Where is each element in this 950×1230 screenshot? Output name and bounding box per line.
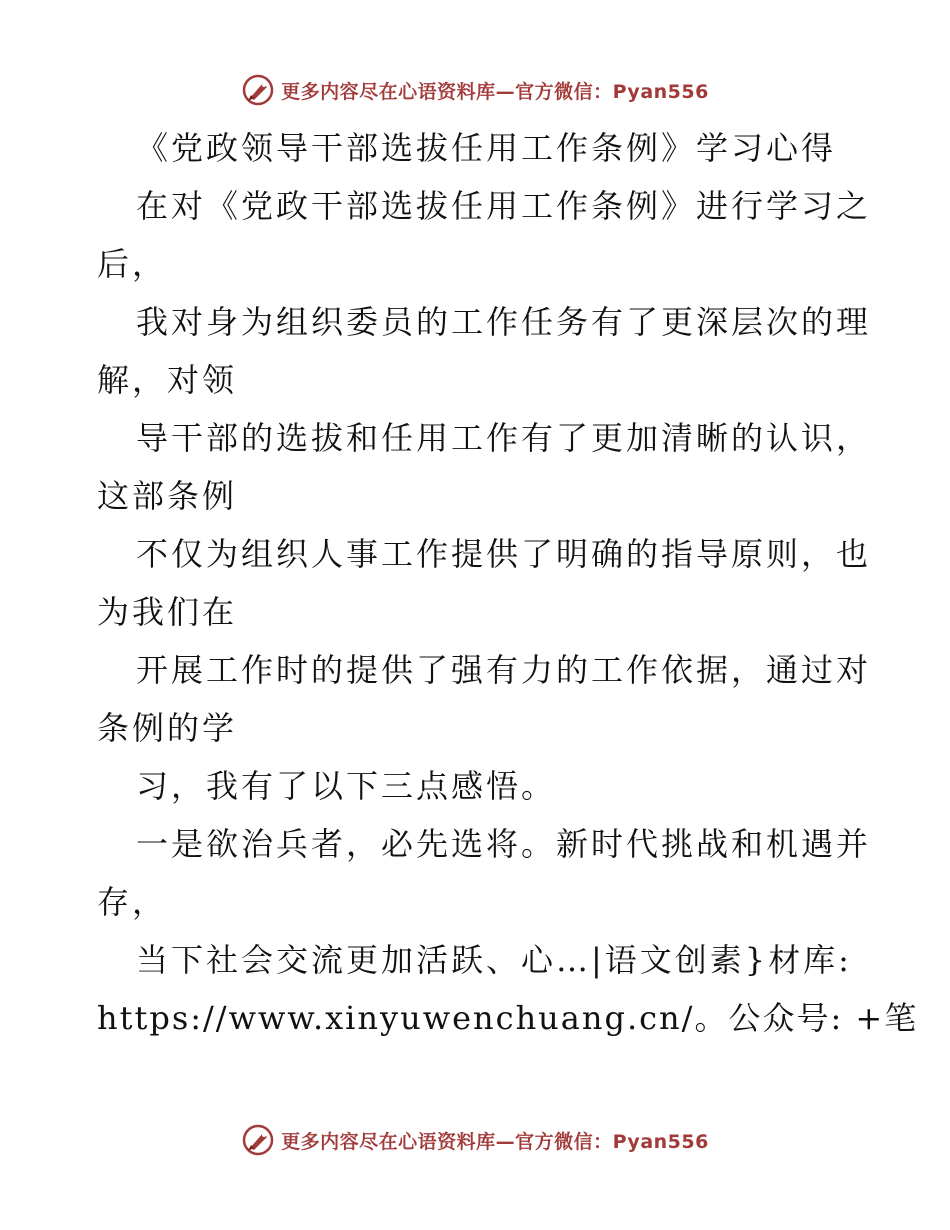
- paragraph-line: 后，: [97, 245, 168, 283]
- paragraph-line: 导干部的选拔和任用工作有了更加清晰的认识，: [136, 419, 872, 457]
- paragraph-line: 存，: [97, 883, 168, 921]
- paragraph-line: 这部条例: [97, 477, 238, 515]
- header-watermark-banner: [0, 70, 950, 110]
- document-title: 《党政领导干部选拔任用工作条例》学习心得: [136, 129, 837, 167]
- paragraph-line: 在对《党政干部选拔任用工作条例》进行学习之: [136, 187, 872, 225]
- pen-nib-logo-icon: [241, 73, 275, 107]
- watermark-text: 更多内容尽在心语资料库—官方微信：Pyan556: [281, 80, 709, 103]
- paragraph-line: 当下社会交流更加活跃、心…|语文创素}材库:: [136, 941, 852, 979]
- paragraph-line: 我对身为组织委员的工作任务有了更深层次的理: [136, 303, 872, 341]
- paragraph-line: 条例的学: [97, 709, 238, 747]
- paragraph-line: 习，我有了以下三点感悟。: [136, 767, 557, 805]
- paragraph-line: 一是欲治兵者，必先选将。新时代挑战和机遇并: [136, 825, 872, 863]
- paragraph-line: 为我们在: [97, 593, 238, 631]
- footer-watermark-banner: [0, 1120, 950, 1160]
- paragraph-line: 不仅为组织人事工作提供了明确的指导原则，也: [136, 535, 872, 573]
- watermark-text: 更多内容尽在心语资料库—官方微信：Pyan556: [281, 1130, 709, 1153]
- paragraph-line: 开展工作时的提供了强有力的工作依据，通过对: [136, 651, 872, 689]
- paragraph-line: 解，对领: [97, 361, 238, 399]
- pen-nib-logo-icon: [241, 1123, 275, 1157]
- paragraph-line-url: https://www.xinyuwenchuang.cn/。公众号: +笔: [97, 999, 919, 1037]
